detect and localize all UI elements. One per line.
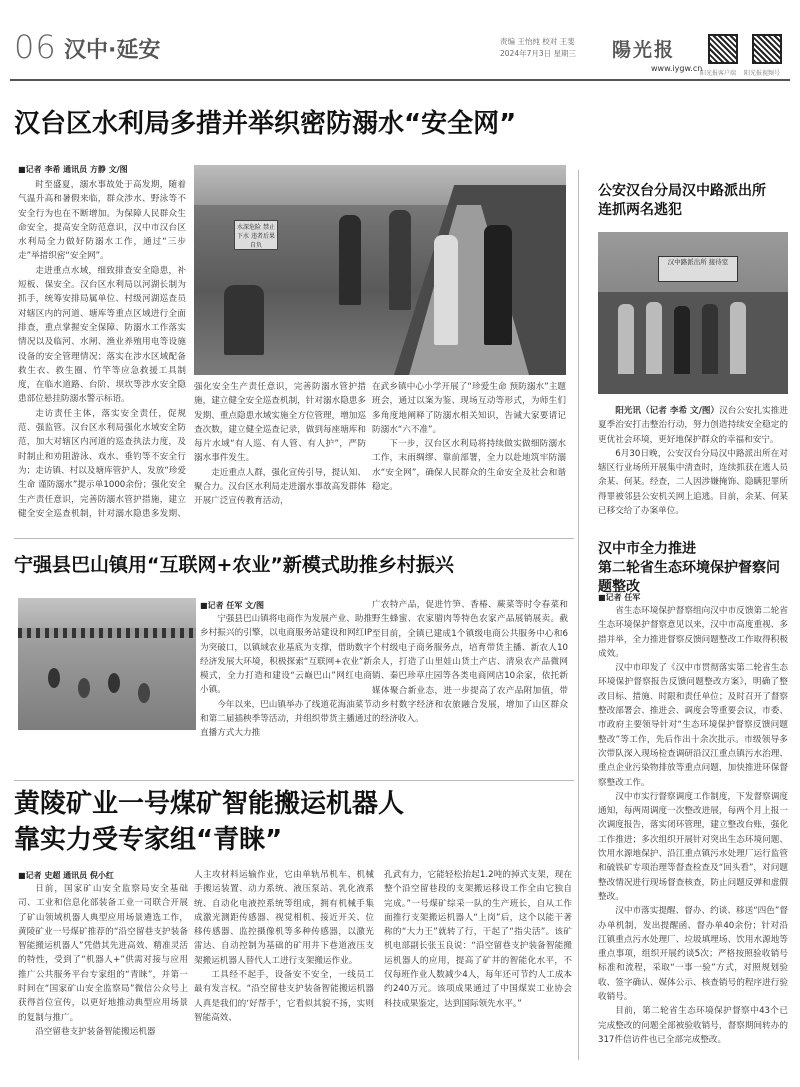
- article-body-continued: [372, 598, 568, 772]
- article-headline: [598, 182, 788, 220]
- column-divider: [578, 170, 579, 1060]
- issue-date: 2024年7月3日 星期三: [500, 49, 577, 58]
- article-body-continued: [384, 868, 572, 1078]
- article-body-continued: [194, 380, 366, 530]
- paragraph: 日前，国家矿山安全监察局安全基础司、工业和信息化部装备工业一司联合开展了矿山领域机器人典型应用场景遴选工作，黄陵矿业一号煤矿推荐的“沿空留巷支护装备智能搬运机器人”凭借其先进高效、精准灵活的特性，受到了“机器人+”供需对接与应用推广公共服务平台专家组的“青睐”，并第一时间在“国家矿山安全监察局”微信公众号上获得首位宣传，以更好地推动典型应用场景的复制与推广。: [18, 884, 188, 1023]
- news-photo: [18, 598, 196, 730]
- byline: ■记者 史超 通讯员 倪小红: [18, 871, 114, 880]
- paragraph: 走访责任主体，落实安全责任，促规范、强监管。汉台区水利局强化水域安全防范，加大对辖区内河道的巡查执法力度，及时制止和劝阻游泳、戏水、垂钓等不安全行为；走访镇、村以及塘库管护人，发放“珍爱生命 谨防溺水”提示单1000余份；强化安全生产责任意识，完善防溺水管护措施，建立健全安全巡查机制，针对溺水隐患多发期、: [18, 408, 186, 518]
- paragraph: 6月30日晚，公安汉台分局汉中路派出所在对辖区行业场所开展集中清查时，连续抓获在逃人员余某、何某。经查，二人因涉嫌掩饰、隐瞒犯罪所得罪被邻县公安机关网上追逃。目前，余某、何某已移交给了办案单位。: [598, 448, 788, 517]
- byline: ■记者 任军: [598, 593, 641, 602]
- paragraph: 阳光讯（记者 李希 文/图）汉台公安扎实推进夏季治安打击整治行动，努力创造持续安全稳定的更优社会环境，更好地保护群众的幸福和安宁。: [598, 406, 788, 445]
- paragraph: 下一步，汉台区水利局将持续做实做细防溺水工作，末雨绸缪、靠前部署，全力以赴地筑牢防溺水“安全网”，确保人民群众的生命安全及社会和谐稳定。: [372, 439, 566, 493]
- paragraph: 工具经不起手，设备安不安全，一线员工最有发言权。“沿空留巷支护装备智能搬运机器人真是我们的‘好帮手’，它看似其貌不扬，实则智能高效、: [194, 970, 374, 1023]
- paragraph: 今年以来，巴山镇举办了线道花海油菜节和第二届插秧季等活动，并组织带货主播通过直播方式大力推: [200, 699, 372, 739]
- article-body-continued: [194, 868, 374, 1078]
- article-headline: [14, 786, 574, 858]
- byline: 阳光讯（记者 李希 文/图）: [615, 406, 720, 416]
- paragraph: 目前，第二轮省生态环境保护督察中43个已完成整改的问题全部被验收销号，督察期间转办的317件信访件也已全部完成整改。: [598, 1006, 788, 1045]
- article-headline: 宁强县巴山镇用“互联网+农业”新模式助推乡村振兴: [14, 554, 454, 576]
- headline-line: 汉中市全力推进: [598, 541, 696, 557]
- headline-line: 靠实力受专家组“青睐”: [14, 825, 283, 855]
- section-name: 汉中·延安: [64, 38, 161, 63]
- paragraph: 广农特产品，促进竹笋、香椿、蕨菜等时令春菜和野生蜂蜜、农家腊肉等特色农家产品展销展卖。截至目前，全镇已建成1个镇级电商公共服务中心和6个村级电子商务服务点，培育带货主播、新农人10余人，打造了山里娃山货土产店、清泉农产品微网销、秦巴珍草庄园等各类电商网店10余家，依托新媒体聚合新业态，进一步提高了农产品附加值，带动乡村数字经济和农旅融合发展，增加了山区群众的经济收入。: [372, 600, 568, 725]
- section-divider: [14, 780, 574, 781]
- paragraph: 时至盛夏，溺水事故处于高发期，随着气温升高和暑假来临，群众涉水、野泳等不安全行为也在不断增加。为保障人民群众生命安全，提高安全防范意识，汉中市汉台区水利局全力做好防溺水工作，通过“三步走”举措织密“安全网”。: [18, 180, 186, 262]
- article-body-continued: [372, 380, 566, 530]
- qr-label: 阳光报客户端: [700, 70, 737, 77]
- paragraph: 沿空留巷支护装备智能搬运机器: [35, 1026, 156, 1037]
- website-url[interactable]: www.iygw.cn: [651, 64, 703, 73]
- qr-code-icon[interactable]: [752, 34, 782, 64]
- newspaper-logo: 陽光报: [612, 39, 676, 61]
- editors: 责编 王怡纯 校对 王斐: [500, 37, 575, 46]
- paragraph: 汉中市落实提醒、督办、约谈、移送“四色”督办单机制，发出提醒函、督办单40余份；针对沿江镇重点污水处理厂、垃圾填埋场、饮用水源地等重点事项，组织开展约谈5次；严格按照验收销号标准和流程，采取“一事一验”方式，对照规划验收、签字确认、媒体公示、核查销号的程序进行验收销号。: [598, 906, 788, 1003]
- headline-line: 黄陵矿业一号煤矿智能搬运机器人: [14, 789, 405, 819]
- article-headline: [598, 540, 788, 597]
- article-body: [18, 178, 186, 518]
- qr-code-icon[interactable]: [708, 34, 738, 64]
- qr-label: 阳光报视频号: [744, 70, 781, 77]
- news-photo: [194, 165, 566, 375]
- paragraph: 汉中市印发了《汉中市贯彻落实第二轮省生态环境保护督察报告反馈问题整改方案》，明确了整改目标、措施、时限和责任单位；及时召开了督察整改部署会、推进会、调度会等重要会议，市委、市政府主要领导针对“生态环境保护督察反馈问题整改”等工作，先后作出十余次批示。市级领导多次带队深入现场检查调研沿汉江重点镇污水治理、重点企业污染物排放等重点问题，加快推进环保督察整改工作。: [598, 663, 788, 788]
- paragraph: 强化安全生产责任意识，完善防溺水管护措施，建立健全安全巡查机制，针对溺水隐患多发期、重点隐患水域实施全方位管理，增加巡查次数，建立健全巡查记录，做到每座塘库和每片水域“有人巡、有人管、有人护”，严防溺水事件发生。: [194, 382, 366, 464]
- headline-line: 第二轮省生态环境保护督察问题整改: [598, 560, 780, 595]
- paragraph: 人主攻材料运输作业，它由单轨吊机车、机械手搬运装置、动力系统、液压泵站、乳化液系统、自动化电液控系统等组成，拥有机械手集成激光测距传感器、视觉相机、接近开关、位移传感器、监控摄像机等多种传感器，以激光雷达、自动控制为基础的矿用井下巷道液压支架搬运机器人替代人工进行支架搬运作业。: [194, 870, 374, 966]
- page-number: 06: [14, 28, 57, 66]
- paragraph: 省生态环境保护督察组向汉中市反馈第二轮省生态环境保护督察意见以来，汉中市高度重视、多措并举，全力推进督察反馈问题整改工作取得积极成效。: [598, 606, 788, 659]
- news-photo: [598, 232, 788, 394]
- paragraph: 走进重点水域，细致排查安全隐患，补短板、保安全。汉台区水利局以河湖长制为抓手，统筹安排局属单位、村级河湖巡查员对辖区内的河道、塘库等重点区域进行全面排查，重点掌握安全保障、防溺水工作落实情况以及临河、水闸、渔业养殖用电等设施设备的安全管理情况；落实在涉水区域配备救生衣、救生圈、竹竿等应急救援工具制度，在临水道路、台阶、坝坎等涉水安全隐患部位悬挂防溺水警示标语。: [18, 265, 186, 405]
- section-divider: [14, 538, 574, 539]
- header-rule: [10, 79, 790, 81]
- paragraph: 汉中市实行督察调度工作制度，下发督察调度通知，每两周调度一次整改进展，每两个月上报一次调度报告，落实闭环管理，建立整改台账，强化工作推进；多次组织开展针对突出生态环境问题、饮用水源地保护、沿江重点镇污水处理厂运行监管和硫铁矿专项治理等督查检查及“回头看”，对问题整改情况进行现场督查核查，防止问题反弹和虚假整改。: [598, 791, 788, 902]
- page-header: [0, 0, 800, 80]
- headline-line: 连抓两名逃犯: [598, 202, 682, 218]
- article-body: [200, 612, 372, 772]
- headline-line: 公安汉台分局汉中路派出所: [598, 183, 766, 199]
- article-body: [598, 604, 788, 1076]
- paragraph: 走近重点人群，强化宣传引导，提认知、聚合力。汉台区水利局走进溺水事故高发群体开展广泛宣传教育活动，: [194, 467, 366, 507]
- byline: ■记者 李希 通讯员 方静 文/图: [18, 165, 128, 174]
- article-body: [598, 404, 788, 526]
- article-body: [18, 882, 188, 1078]
- office-sign: 汉中路派出所 接待室: [658, 256, 738, 282]
- editor-info: [500, 36, 576, 60]
- byline: ■记者 任军 文/图: [200, 601, 265, 610]
- paragraph: 在武乡镇中心小学开展了“珍爱生命 预防溺水”主题班会，通过以案为鉴、现场互动等形式，为师生们多角度地阐释了防溺水相关知识，告诫大家要请记防溺水“六不准”。: [372, 382, 566, 435]
- warning-sign: 水深危险 禁止下水 违者后果自负: [234, 220, 278, 250]
- article-headline: 汉台区水利局多措并举织密防溺水“安全网”: [14, 109, 517, 139]
- paragraph: 孔武有力，它能轻松抬起1.2吨的掉式支架，现在整个沿空留巷段的支架搬运移设工作全由它独自完成。”一号煤矿综采一队的生产班长，自从工作面推行支架搬运机器人“上岗”后，这个以能干著称的“大力王”就转了行，干起了“指尖活”。该矿机电部副长张玉良说：“沿空留巷支护装备智能搬运机器人的应用，提高了矿井的智能化水平，不仅每班作业人数减少4人，每年还可节约人工成本约240万元。该项成果通过了中国煤炭工业协会科技成果鉴定，达到国际领先水平。”: [384, 870, 572, 1009]
- paragraph: 宁强县巴山镇将电商作为发展产业、助推乡村振兴的引擎，以电商服务站建设和网红IP为突破口，以镇域农业基底为支撑，借助数字经济发展大环境，积极探索“互联网+农业”新模式，全力打造和建设“云巅巴山”网红电商小镇。: [200, 614, 372, 696]
